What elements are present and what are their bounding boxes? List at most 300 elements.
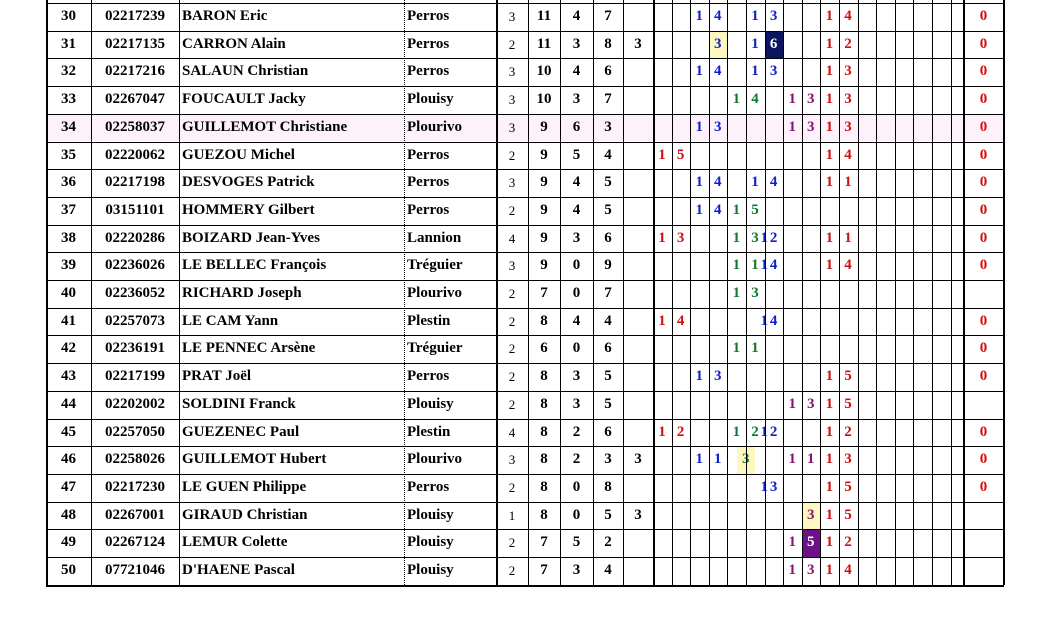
player-name: PRAT Joël: [182, 368, 252, 385]
row-divider: [46, 308, 1004, 309]
rank-cell: 47: [61, 478, 76, 495]
licence-cell: 02236052: [105, 285, 165, 301]
results-table: [46, 0, 1004, 585]
row-divider: [46, 335, 1004, 336]
rank-cell: 35: [61, 146, 76, 163]
losses-cell: 6: [604, 340, 612, 357]
row-divider: [46, 502, 1004, 503]
count-cell: 2: [508, 341, 516, 357]
score-mark: 3: [751, 285, 759, 301]
score-mark: 1: [695, 118, 703, 135]
column-divider: [839, 0, 840, 585]
row-divider: [46, 363, 1004, 364]
bonus-cell: [623, 419, 653, 447]
score-mark: 2: [769, 423, 778, 440]
licence-cell: 02217239: [105, 8, 165, 24]
score-mark: 1: [825, 35, 834, 52]
player-name: GIRAUD Christian: [182, 506, 308, 523]
score-mark: 3: [751, 229, 759, 246]
score-mark: 4: [714, 63, 722, 80]
player-name: DESVOGES Patrick: [182, 174, 315, 191]
player-name: FOUCAULT Jacky: [182, 91, 306, 108]
row-divider: [46, 31, 1004, 32]
licence-cell: 07721046: [105, 562, 165, 578]
rank-cell: 41: [61, 312, 76, 329]
total-cell: 9: [540, 118, 548, 135]
zero-cell: 0: [979, 118, 988, 135]
column-divider: [593, 0, 594, 585]
score-mark: 4: [844, 8, 852, 24]
licence-cell: 02267047: [105, 91, 165, 108]
count-cell: 4: [508, 230, 516, 246]
zero-cell: 0: [979, 312, 988, 329]
column-divider: [895, 0, 896, 585]
column-divider: [858, 0, 859, 585]
losses-cell: 3: [604, 451, 612, 468]
score-mark: 2: [676, 423, 685, 440]
score-mark: 1: [788, 562, 796, 578]
score-mark: 1: [825, 368, 834, 385]
count-cell: 3: [508, 175, 516, 191]
score-mark: 1: [844, 174, 852, 191]
score-mark: 1: [825, 478, 834, 495]
total-cell: 6: [540, 340, 548, 357]
column-divider: [783, 0, 784, 585]
losses-cell: 5: [604, 174, 612, 191]
table-row: [46, 252, 1004, 280]
club-name: Lannion: [407, 229, 462, 246]
rank-cell: 50: [61, 562, 76, 578]
table-row: [46, 557, 1004, 585]
row-divider: [46, 391, 1004, 392]
count-cell: 2: [508, 479, 516, 495]
wins-cell: 5: [572, 534, 581, 551]
score-mark: 1: [825, 257, 834, 274]
count-cell: 2: [508, 535, 516, 551]
bonus-cell: [623, 280, 653, 308]
score-mark: 4: [714, 201, 722, 218]
score-mark: 3: [844, 63, 852, 80]
table-row: [46, 391, 1004, 419]
rank-cell: 39: [61, 257, 76, 274]
rank-cell: 49: [61, 534, 76, 551]
score-mark: 4: [769, 257, 778, 274]
zero-cell: [963, 391, 1004, 419]
score-mark: 4: [714, 174, 722, 191]
count-cell: 2: [508, 36, 516, 52]
wins-cell: 0: [572, 340, 581, 357]
player-name: GUEZENEC Paul: [182, 423, 300, 440]
wins-cell: 3: [572, 395, 581, 412]
wins-cell: 0: [572, 478, 581, 495]
row-divider: [46, 142, 1004, 143]
score-mark: 5: [844, 395, 852, 412]
licence-cell: 03151101: [105, 201, 165, 218]
rank-cell: 48: [61, 506, 76, 523]
table-row: [46, 3, 1004, 31]
score-mark: 1: [825, 91, 834, 108]
column-divider: [560, 0, 561, 585]
zero-cell: [963, 529, 1004, 557]
score-mark: 5: [676, 146, 685, 163]
score-mark: 1: [825, 146, 834, 163]
club-name: Tréguier: [407, 340, 463, 357]
column-divider: [672, 0, 673, 585]
score-mark: 1: [760, 257, 769, 274]
count-cell: 3: [508, 64, 516, 80]
total-cell: 8: [540, 451, 548, 468]
losses-cell: 8: [604, 35, 612, 52]
total-cell: 8: [540, 368, 548, 385]
zero-cell: 0: [979, 35, 988, 52]
rank-cell: 45: [61, 423, 76, 440]
wins-cell: 2: [572, 423, 581, 440]
club-name: Perros: [407, 63, 450, 80]
column-divider: [46, 0, 48, 585]
score-mark: 1: [695, 201, 703, 218]
licence-cell: 02220062: [105, 146, 165, 163]
column-divider: [404, 0, 405, 585]
club-name: Plouisy: [407, 91, 454, 108]
count-cell: 3: [508, 92, 516, 108]
total-cell: 11: [536, 35, 552, 52]
losses-cell: 4: [604, 312, 612, 329]
licence-cell: 02257050: [105, 423, 165, 440]
losses-cell: 5: [604, 395, 612, 412]
club-name: Plouisy: [407, 506, 454, 523]
score-mark: 4: [714, 8, 722, 24]
losses-cell: 6: [604, 229, 612, 246]
score-mark: 1: [732, 91, 741, 108]
score-mark: 1: [788, 451, 796, 468]
bonus-cell: [623, 474, 653, 502]
row-divider: [46, 280, 1004, 281]
zero-cell: 0: [979, 146, 988, 163]
club-name: Plourivo: [407, 285, 462, 301]
column-divider: [690, 0, 691, 585]
total-cell: 9: [540, 146, 548, 163]
losses-cell: 9: [604, 257, 612, 274]
score-mark: 1: [695, 174, 703, 191]
wins-cell: 0: [572, 257, 581, 274]
wins-cell: 4: [572, 174, 581, 191]
count-cell: 2: [508, 563, 516, 578]
score-mark: 1: [751, 8, 759, 24]
bonus-cell: [623, 58, 653, 86]
licence-cell: 02220286: [105, 229, 165, 246]
club-name: Perros: [407, 201, 450, 218]
losses-cell: 8: [604, 478, 612, 495]
total-cell: 9: [540, 174, 548, 191]
column-divider: [91, 0, 92, 585]
rank-cell: 32: [61, 63, 76, 80]
column-divider: [1003, 0, 1005, 585]
score-mark: 1: [751, 35, 759, 52]
player-name: LEMUR Colette: [182, 534, 288, 551]
total-cell: 9: [540, 229, 548, 246]
club-name: Plourivo: [407, 451, 462, 468]
score-mark: 3: [802, 502, 820, 530]
score-mark: 3: [737, 446, 755, 474]
rank-cell: 46: [61, 451, 76, 468]
score-mark: 1: [760, 478, 769, 495]
zero-cell: 0: [979, 63, 988, 80]
score-mark: 1: [732, 257, 741, 274]
wins-cell: 4: [572, 63, 581, 80]
zero-cell: 0: [979, 478, 988, 495]
row-divider: [46, 529, 1004, 530]
zero-cell: 0: [979, 8, 988, 24]
player-name: D'HAENE Pascal: [182, 562, 295, 578]
losses-cell: 4: [604, 146, 612, 163]
row-divider: [46, 114, 1004, 115]
table-row: [46, 86, 1004, 114]
player-name: LE BELLEC François: [182, 257, 327, 274]
total-cell: 8: [540, 423, 548, 440]
rank-cell: 36: [61, 174, 76, 191]
licence-cell: 02236191: [105, 340, 165, 357]
score-mark: 1: [732, 201, 741, 218]
wins-cell: 3: [572, 562, 581, 578]
losses-cell: 5: [604, 201, 612, 218]
row-divider: [46, 86, 1004, 87]
table-row: [46, 142, 1004, 170]
table-row: [46, 363, 1004, 391]
score-mark: 1: [825, 118, 834, 135]
bonus-cell: [623, 308, 653, 336]
score-mark: 4: [676, 312, 685, 329]
wins-cell: 3: [572, 35, 581, 52]
score-mark: 1: [658, 229, 666, 246]
zero-cell: 0: [979, 451, 988, 468]
bonus-cell: [623, 169, 653, 197]
zero-cell: 0: [979, 368, 988, 385]
losses-cell: 5: [604, 368, 612, 385]
score-mark: 1: [825, 506, 834, 523]
score-mark: 4: [769, 312, 778, 329]
player-name: GUILLEMOT Hubert: [182, 451, 327, 468]
club-name: Plouisy: [407, 562, 454, 578]
club-name: Plouisy: [407, 534, 454, 551]
row-divider: [46, 446, 1004, 447]
club-name: Plestin: [407, 423, 451, 440]
score-mark: 1: [658, 146, 666, 163]
total-cell: 7: [540, 534, 548, 551]
zero-cell: 0: [979, 229, 988, 246]
rank-cell: 43: [61, 368, 76, 385]
zero-cell: [963, 502, 1004, 530]
column-divider: [932, 0, 933, 585]
club-name: Plestin: [407, 312, 451, 329]
table-row: [46, 225, 1004, 253]
rank-cell: 33: [61, 91, 76, 108]
losses-cell: 6: [604, 423, 612, 440]
score-mark: 5: [844, 478, 852, 495]
score-mark: 1: [751, 174, 759, 191]
licence-cell: 02258037: [105, 118, 165, 135]
score-mark: 1: [825, 229, 834, 246]
score-mark: 1: [658, 312, 666, 329]
score-mark: 1: [714, 451, 722, 468]
player-name: LE PENNEC Arsène: [182, 340, 316, 357]
count-cell: 2: [508, 202, 516, 218]
score-mark: 1: [751, 257, 759, 274]
club-name: Perros: [407, 35, 450, 52]
score-mark: 2: [751, 423, 759, 440]
count-cell: 3: [508, 452, 516, 468]
player-name: SOLDINI Franck: [182, 395, 296, 412]
total-cell: 10: [536, 91, 552, 108]
zero-cell: [963, 280, 1004, 308]
wins-cell: 4: [572, 8, 581, 24]
bonus-cell: 3: [634, 451, 642, 468]
table-row: [46, 31, 1004, 59]
licence-cell: 02202002: [105, 395, 165, 412]
licence-cell: 02217135: [105, 35, 165, 52]
licence-cell: 02217198: [105, 174, 165, 191]
score-mark: 4: [751, 91, 759, 108]
total-cell: 8: [540, 395, 548, 412]
column-divider: [496, 0, 498, 585]
score-mark: 1: [751, 340, 759, 357]
rank-cell: 37: [61, 201, 76, 218]
column-divider: [746, 0, 747, 585]
total-cell: 8: [540, 506, 548, 523]
player-name: BARON Eric: [182, 8, 268, 24]
bonus-cell: [623, 3, 653, 31]
score-mark: 3: [807, 395, 815, 412]
bonus-cell: [623, 142, 653, 170]
count-cell: 3: [508, 9, 516, 24]
wins-cell: 0: [572, 285, 581, 301]
score-mark: 4: [844, 146, 852, 163]
column-divider: [820, 0, 821, 585]
score-mark: 1: [825, 423, 834, 440]
score-mark: 3: [709, 31, 727, 59]
score-mark: 3: [769, 8, 778, 24]
column-divider: [623, 0, 624, 585]
score-mark: 6: [765, 31, 783, 59]
bonus-cell: 3: [634, 506, 642, 523]
score-mark: 1: [825, 174, 834, 191]
table-row: [46, 446, 1004, 474]
count-cell: 2: [508, 369, 516, 385]
column-divider: [913, 0, 914, 585]
licence-cell: 02257073: [105, 312, 165, 329]
rank-cell: 40: [61, 285, 76, 301]
row-divider: [46, 252, 1004, 253]
count-cell: 4: [508, 424, 516, 440]
row-divider: [46, 585, 1004, 587]
score-mark: 4: [844, 562, 852, 578]
bonus-cell: 3: [634, 35, 642, 52]
table-row: [46, 502, 1004, 530]
score-mark: 1: [825, 562, 834, 578]
licence-cell: 02236026: [105, 257, 165, 274]
score-mark: 1: [760, 312, 769, 329]
column-divider: [963, 0, 965, 585]
column-divider: [528, 0, 529, 585]
column-divider: [727, 0, 728, 585]
wins-cell: 3: [572, 91, 581, 108]
licence-cell: 02217199: [105, 368, 165, 385]
column-divider: [951, 0, 952, 585]
row-divider: [46, 3, 1004, 4]
player-name: GUEZOU Michel: [182, 146, 295, 163]
total-cell: 9: [540, 201, 548, 218]
bonus-cell: [623, 225, 653, 253]
count-cell: 2: [508, 147, 516, 163]
total-cell: 9: [540, 257, 548, 274]
table-row: [46, 419, 1004, 447]
zero-cell: 0: [979, 91, 988, 108]
wins-cell: 4: [572, 312, 581, 329]
zero-cell: 0: [979, 174, 988, 191]
score-mark: 3: [676, 229, 685, 246]
table-row: [46, 280, 1004, 308]
bonus-cell: [623, 391, 653, 419]
club-name: Perros: [407, 368, 450, 385]
row-divider: [46, 474, 1004, 475]
player-name: LE GUEN Philippe: [182, 478, 307, 495]
table-row: [46, 474, 1004, 502]
score-mark: 1: [695, 368, 703, 385]
losses-cell: 2: [604, 534, 612, 551]
wins-cell: 5: [572, 146, 581, 163]
score-mark: 1: [825, 395, 834, 412]
score-mark: 3: [844, 118, 852, 135]
bonus-cell: [623, 529, 653, 557]
losses-cell: 7: [604, 91, 612, 108]
score-mark: 1: [695, 451, 703, 468]
total-cell: 8: [540, 478, 548, 495]
club-name: Perros: [407, 174, 450, 191]
bonus-cell: [623, 86, 653, 114]
row-divider: [46, 58, 1004, 59]
table-row: [46, 529, 1004, 557]
count-cell: 1: [508, 507, 516, 523]
score-mark: 3: [769, 478, 778, 495]
wins-cell: 3: [572, 229, 581, 246]
total-cell: 7: [540, 562, 548, 578]
player-name: RICHARD Joseph: [182, 285, 302, 301]
total-cell: 10: [536, 63, 552, 80]
score-mark: 3: [714, 368, 722, 385]
score-mark: 5: [751, 201, 759, 218]
wins-cell: 2: [572, 451, 581, 468]
losses-cell: 3: [604, 118, 612, 135]
zero-cell: 0: [979, 340, 988, 357]
table-row: [46, 114, 1004, 142]
player-name: HOMMERY Gilbert: [182, 201, 315, 218]
score-mark: 4: [844, 257, 852, 274]
score-mark: 5: [802, 529, 820, 557]
score-mark: 2: [844, 423, 852, 440]
score-mark: 3: [769, 63, 778, 80]
losses-cell: 5: [604, 506, 612, 523]
losses-cell: 7: [604, 8, 612, 24]
score-mark: 1: [807, 451, 815, 468]
score-mark: 1: [751, 63, 759, 80]
licence-cell: 02267124: [105, 534, 165, 551]
score-mark: 1: [695, 63, 703, 80]
score-mark: 5: [844, 368, 852, 385]
column-divider: [653, 0, 655, 585]
wins-cell: 0: [572, 506, 581, 523]
score-mark: 2: [844, 534, 852, 551]
column-divider: [709, 0, 710, 585]
zero-cell: 0: [979, 423, 988, 440]
